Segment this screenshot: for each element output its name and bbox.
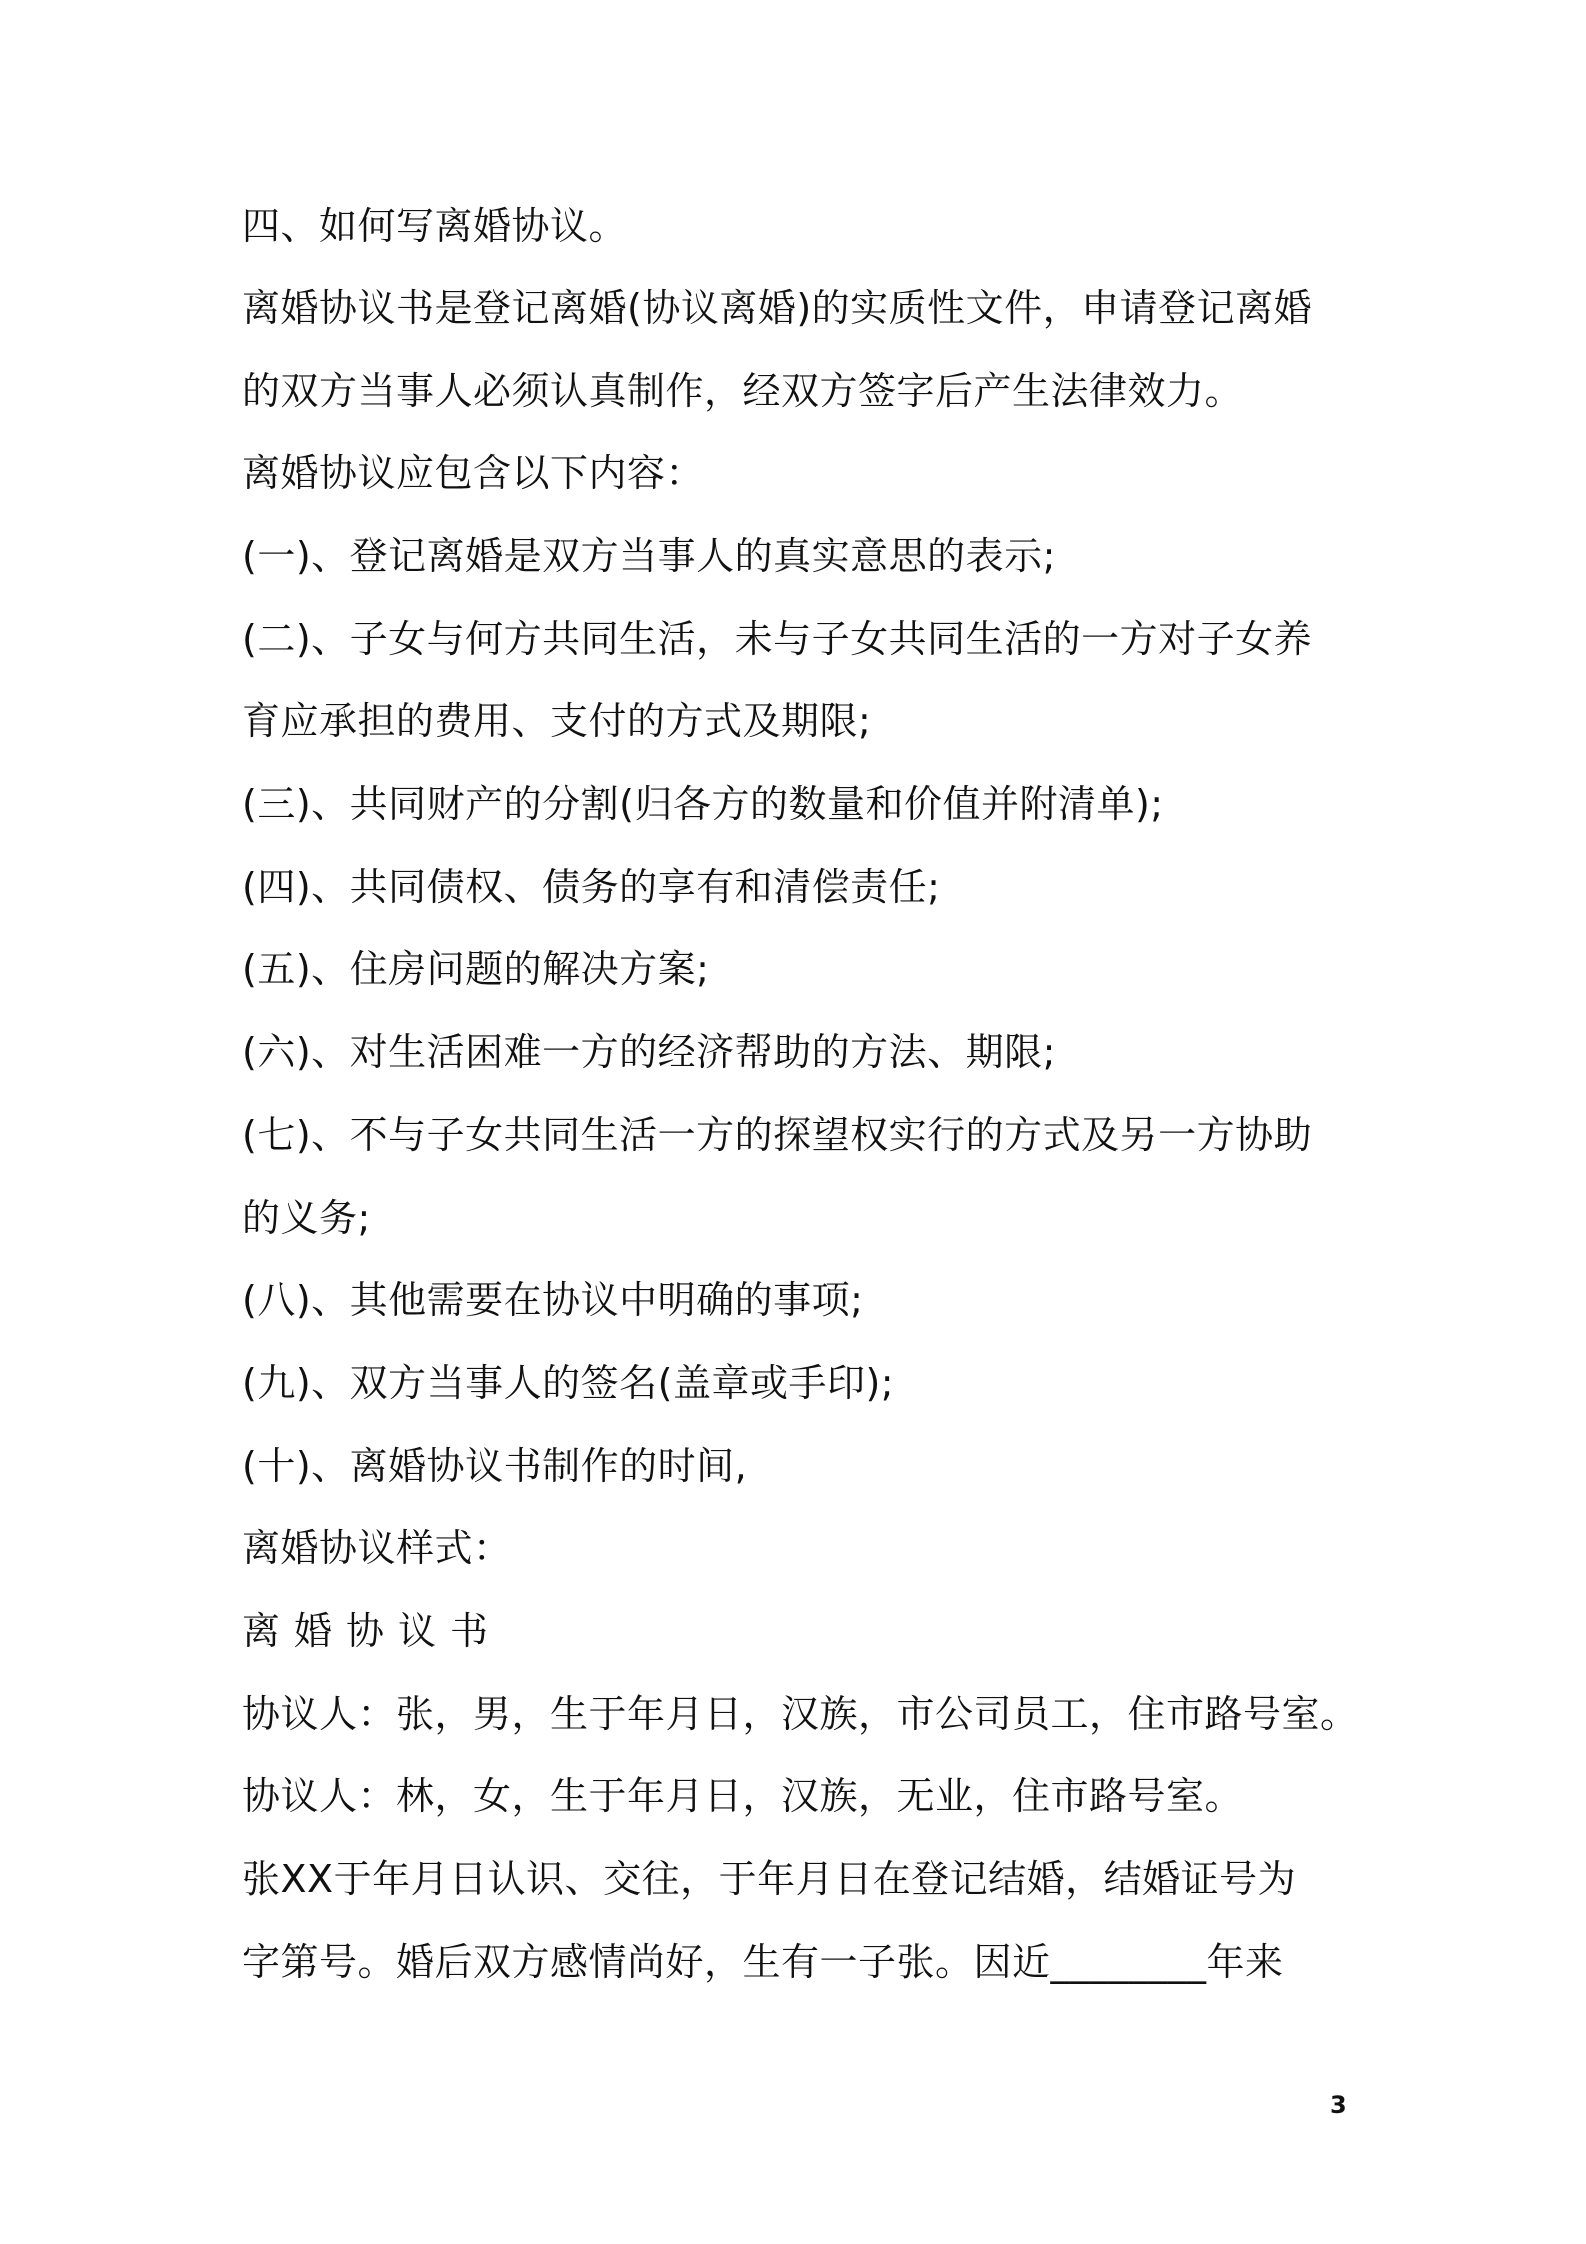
list-item: (四)、共同债权、债务的享有和清偿责任; [242,865,941,909]
paragraph-line: 张XX于年月日认识、交往，于年月日在登记结婚，结婚证号为 [242,1857,1297,1901]
list-item: (一)、登记离婚是双方当事人的真实意思的表示; [242,534,1056,578]
list-item: (二)、子女与何方共同生活，未与子女共同生活的一方对子女养 [242,617,1313,661]
list-item-continuation: 的义务; [242,1196,371,1240]
list-item: (九)、双方当事人的签名(盖章或手印); [242,1361,895,1405]
paragraph-line: 的双方当事人必须认真制作，经双方签字后产生法律效力。 [242,369,1244,413]
list-item-continuation: 育应承担的费用、支付的方式及期限; [242,699,872,743]
list-item: (七)、不与子女共同生活一方的探望权实行的方式及另一方协助 [242,1113,1313,1157]
list-item: (十)、离婚协议书制作的时间, [242,1444,748,1488]
party-line: 协议人：林，女，生于年月日，汉族，无业，住市路号室。 [242,1774,1244,1818]
page-number: 3 [1330,2091,1347,2119]
list-item: (三)、共同财产的分割(归各方的数量和价值并附清单); [242,782,1164,826]
list-item: (六)、对生活困难一方的经济帮助的方法、期限; [242,1030,1056,1074]
list-item: (八)、其他需要在协议中明确的事项; [242,1278,864,1322]
paragraph-line: 离婚协议样式： [242,1526,512,1570]
paragraph-line: 离婚协议应包含以下内容： [242,451,705,495]
party-line: 协议人：张，男，生于年月日，汉族，市公司员工，住市路号室。 [242,1692,1359,1736]
paragraph-line: 离婚协议书是登记离婚(协议离婚)的实质性文件，申请登记离婚 [242,286,1313,330]
section-heading: 四、如何写离婚协议。 [242,204,628,248]
list-item: (五)、住房问题的解决方案; [242,947,710,991]
paragraph-line: 字第号。婚后双方感情尚好，生有一子张。因近________年来 [242,1940,1284,1984]
agreement-title: 离婚协议书 [242,1609,503,1653]
